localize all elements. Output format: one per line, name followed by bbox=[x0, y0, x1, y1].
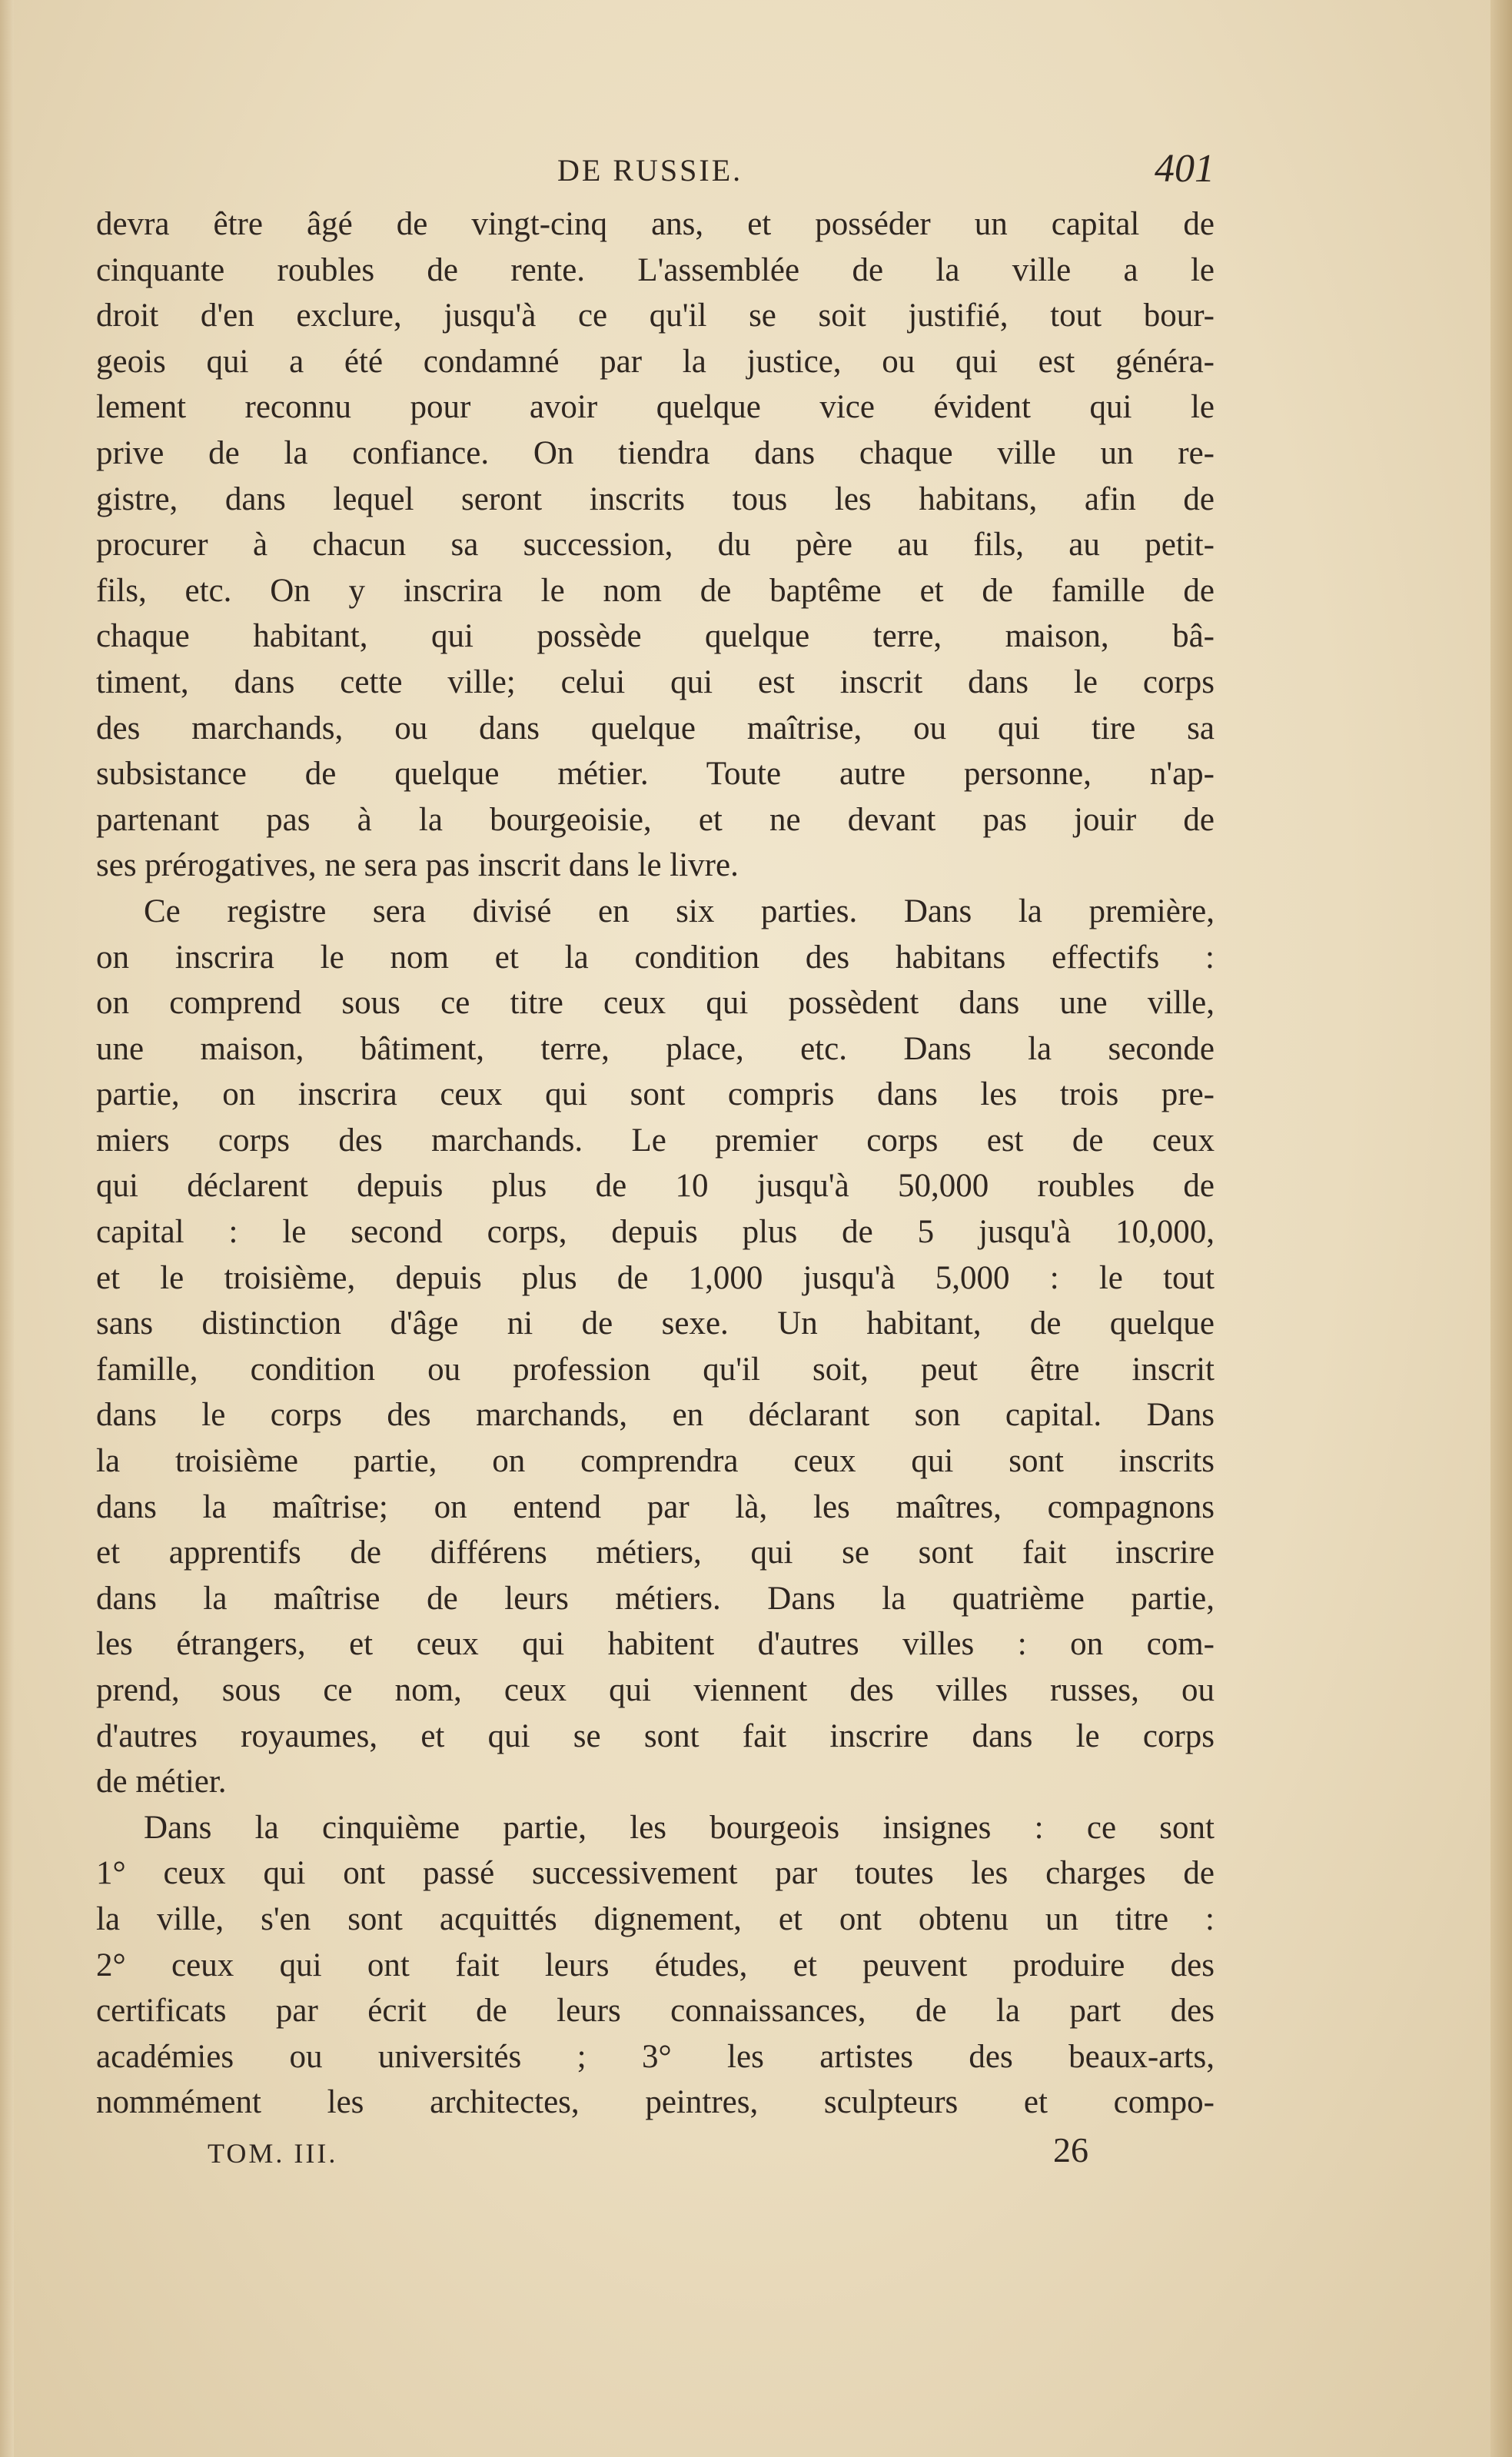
text-line: 1° ceux qui ont passé successivement par toutes les charges de bbox=[96, 1855, 1215, 1892]
text-line: sans distinction d'âge ni de sexe. Un habitant, de quelque bbox=[96, 1305, 1215, 1342]
text-line: d'autres royaumes, et qui se sont fait inscrire dans le corps bbox=[96, 1717, 1215, 1754]
text-line: ses prérogatives, ne sera pas inscrit dans le livre. bbox=[96, 847, 739, 884]
text-line: droit d'en exclure, jusqu'à ce qu'il se soit justifié, tout bour- bbox=[96, 298, 1215, 334]
gathering-mark: 26 bbox=[1053, 2130, 1088, 2169]
text-line: subsistance de quelque métier. Toute autre personne, n'ap- bbox=[96, 756, 1215, 793]
text-line: timent, dans cette ville; celui qui est inscrit dans le corps bbox=[96, 663, 1215, 700]
text-line: on comprend sous ce titre ceux qui possèdent dans une ville, bbox=[96, 985, 1215, 1022]
text-line: nommément les architectes, peintres, sculpteurs et compo- bbox=[96, 2084, 1215, 2121]
text-line: chaque habitant, qui possède quelque terre, maison, bâ- bbox=[96, 618, 1215, 655]
text-line: la troisième partie, on comprendra ceux qui sont inscrits bbox=[96, 1443, 1215, 1480]
text-line: qui déclarent depuis plus de 10 jusqu'à 50,000 roubles de bbox=[96, 1168, 1215, 1205]
page-edge-shadow bbox=[1490, 0, 1512, 2457]
text-line: une maison, bâtiment, terre, place, etc. Dans la seconde bbox=[96, 1030, 1215, 1067]
text-line: famille, condition ou profession qu'il soit, peut être inscrit bbox=[96, 1351, 1215, 1388]
text-line: gistre, dans lequel seront inscrits tous les habitans, afin de bbox=[96, 480, 1215, 517]
text-line: on inscrira le nom et la condition des habitans effectifs : bbox=[96, 939, 1215, 976]
text-line: geois qui a été condamné par la justice, ou qui est généra- bbox=[96, 343, 1215, 380]
text-line: certificats par écrit de leurs connaissances, de la part des bbox=[96, 1993, 1215, 2030]
text-line: fils, etc. On y inscrira le nom de baptême et de famille de bbox=[96, 572, 1215, 609]
text-line: miers corps des marchands. Le premier corps est de ceux bbox=[96, 1122, 1215, 1159]
text-line: les étrangers, et ceux qui habitent d'autres villes : on com- bbox=[96, 1626, 1215, 1663]
text-line: Dans la cinquième partie, les bourgeois insignes : ce sont bbox=[144, 1809, 1215, 1846]
running-header bbox=[96, 146, 1215, 200]
body-text bbox=[96, 201, 1215, 2126]
text-line: prive de la confiance. On tiendra dans chaque ville un re- bbox=[96, 434, 1215, 471]
volume-signature: TOM. III. bbox=[208, 2138, 338, 2169]
text-line: procurer à chacun sa succession, du père au fils, au petit- bbox=[96, 527, 1215, 564]
page-footer bbox=[96, 2130, 1215, 2183]
text-line: cinquante roubles de rente. L'assemblée de la ville a le bbox=[96, 251, 1215, 288]
text-line: partenant pas à la bourgeoisie, et ne devant pas jouir de bbox=[96, 801, 1215, 838]
text-line: Ce registre sera divisé en six parties. Dans la première, bbox=[144, 893, 1215, 929]
page-gutter-shadow bbox=[0, 0, 14, 2457]
running-title: DE RUSSIE. bbox=[557, 153, 743, 188]
text-line: prend, sous ce nom, ceux qui viennent des villes russes, ou bbox=[96, 1672, 1215, 1708]
text-line: capital : le second corps, depuis plus de 5 jusqu'à 10,000, bbox=[96, 1214, 1215, 1251]
text-line: la ville, s'en sont acquittés dignement, et ont obtenu un titre : bbox=[96, 1900, 1215, 1937]
text-line: dans la maîtrise de leurs métiers. Dans la quatrième partie, bbox=[96, 1580, 1215, 1617]
text-line: et le troisième, depuis plus de 1,000 jusqu'à 5,000 : le tout bbox=[96, 1259, 1215, 1296]
text-line: dans la maîtrise; on entend par là, les maîtres, compagnons bbox=[96, 1488, 1215, 1525]
page-number: 401 bbox=[1155, 147, 1215, 191]
text-line: académies ou universités ; 3° les artistes des beaux-arts, bbox=[96, 2038, 1215, 2075]
text-line: et apprentifs de différens métiers, qui se sont fait inscrire bbox=[96, 1534, 1215, 1571]
text-line: 2° ceux qui ont fait leurs études, et peuvent produire des bbox=[96, 1947, 1215, 1983]
text-line: lement reconnu pour avoir quelque vice évident qui le bbox=[96, 389, 1215, 426]
text-line: devra être âgé de vingt-cinq ans, et posséder un capital de bbox=[96, 206, 1215, 242]
text-line: de métier. bbox=[96, 1764, 227, 1800]
text-line: dans le corps des marchands, en déclarant son capital. Dans bbox=[96, 1397, 1215, 1434]
text-line: partie, on inscrira ceux qui sont compris dans les trois pre- bbox=[96, 1076, 1215, 1113]
text-line: des marchands, ou dans quelque maîtrise, ou qui tire sa bbox=[96, 710, 1215, 746]
